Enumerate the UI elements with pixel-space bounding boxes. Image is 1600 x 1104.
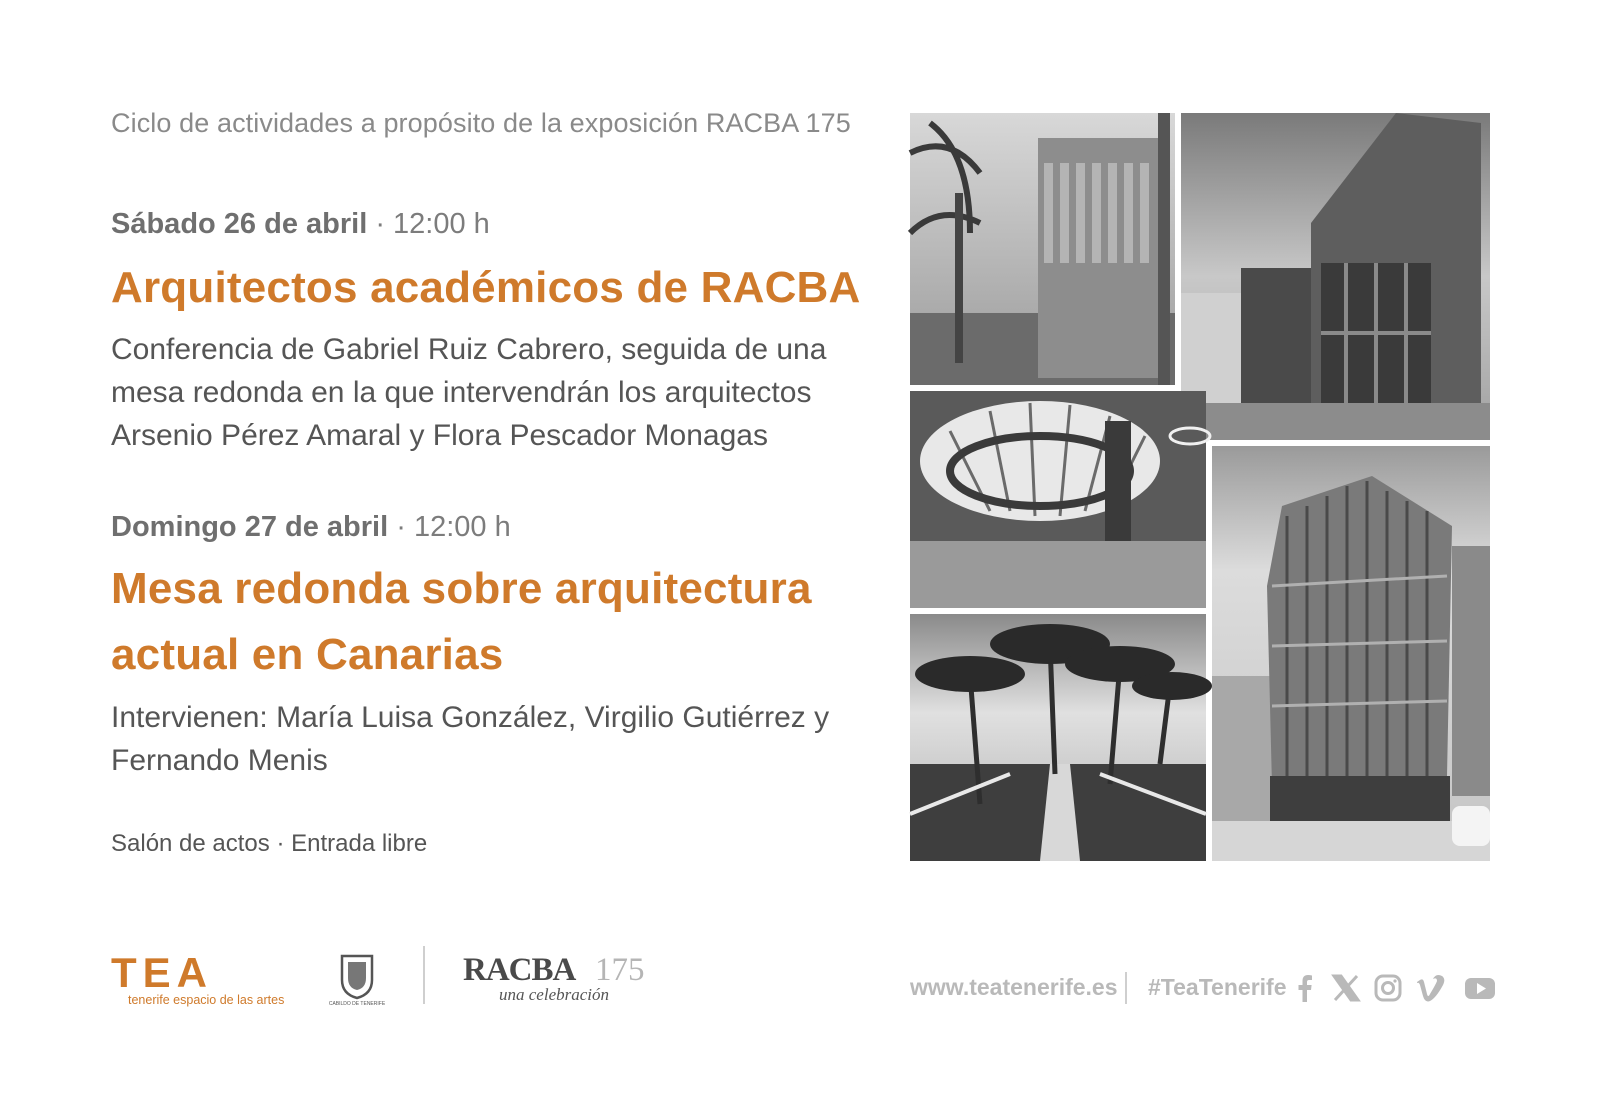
event-2-title: Mesa redonda sobre arquitectura actual en Canarias bbox=[111, 564, 812, 679]
racba-logo-text: RACBA bbox=[463, 952, 576, 988]
event-1-time: · 12:00 h bbox=[375, 208, 490, 240]
event-1-title: Arquitectos académicos de RACBA bbox=[111, 263, 861, 312]
event-1-date: Sábado 26 de abril bbox=[111, 208, 368, 240]
cabildo-logo[interactable] bbox=[328, 950, 386, 1007]
photo-building-corner bbox=[1181, 113, 1490, 440]
tea-logo[interactable] bbox=[111, 951, 319, 1007]
photo-terminal-interior bbox=[910, 391, 1206, 608]
venue-info: Salón de actos · Entrada libre bbox=[111, 830, 428, 857]
cabildo-text: CABILDO DE TENERIFE bbox=[328, 1001, 386, 1007]
vimeo-icon[interactable] bbox=[1416, 974, 1446, 1002]
footer-divider bbox=[423, 946, 425, 1004]
event-2-description: Intervienen: María Luisa González, Virgilio Gutiérrez y Fernando Menis bbox=[111, 701, 830, 777]
instagram-icon[interactable] bbox=[1374, 974, 1402, 1002]
photo-concrete-tower bbox=[910, 113, 1175, 385]
facebook-icon[interactable] bbox=[1298, 974, 1312, 1002]
tea-logo-text: TEA bbox=[111, 949, 213, 996]
event-1-datetime bbox=[111, 208, 490, 241]
footer-divider-right bbox=[1125, 972, 1127, 1004]
racba-number: 175 bbox=[595, 952, 645, 988]
photo-palm-garden bbox=[910, 614, 1206, 861]
youtube-icon[interactable] bbox=[1464, 974, 1496, 1002]
intro-text: Ciclo de actividades a propósito de la exposición RACBA 175 bbox=[111, 108, 851, 138]
photo-wooden-facade-building bbox=[1212, 446, 1490, 861]
racba-tagline: una celebración bbox=[499, 985, 609, 1004]
website-link[interactable]: www.teatenerife.es bbox=[910, 974, 1118, 1000]
racba-175-logo[interactable] bbox=[463, 950, 663, 1010]
tea-tagline: tenerife espacio de las artes bbox=[128, 993, 285, 1007]
event-1-description: Conferencia de Gabriel Ruiz Cabrero, seguida de una mesa redonda en la que intervendrán los arquitectos Arsenio Pérez Amaral y Flora Pescador Monagas bbox=[111, 333, 827, 452]
event-2-datetime bbox=[111, 511, 511, 544]
event-2-date: Domingo 27 de abril bbox=[111, 511, 389, 543]
x-icon[interactable] bbox=[1333, 974, 1359, 1002]
hashtag-link[interactable]: #TeaTenerife bbox=[1148, 974, 1287, 1000]
event-2-time: · 12:00 h bbox=[396, 511, 511, 543]
